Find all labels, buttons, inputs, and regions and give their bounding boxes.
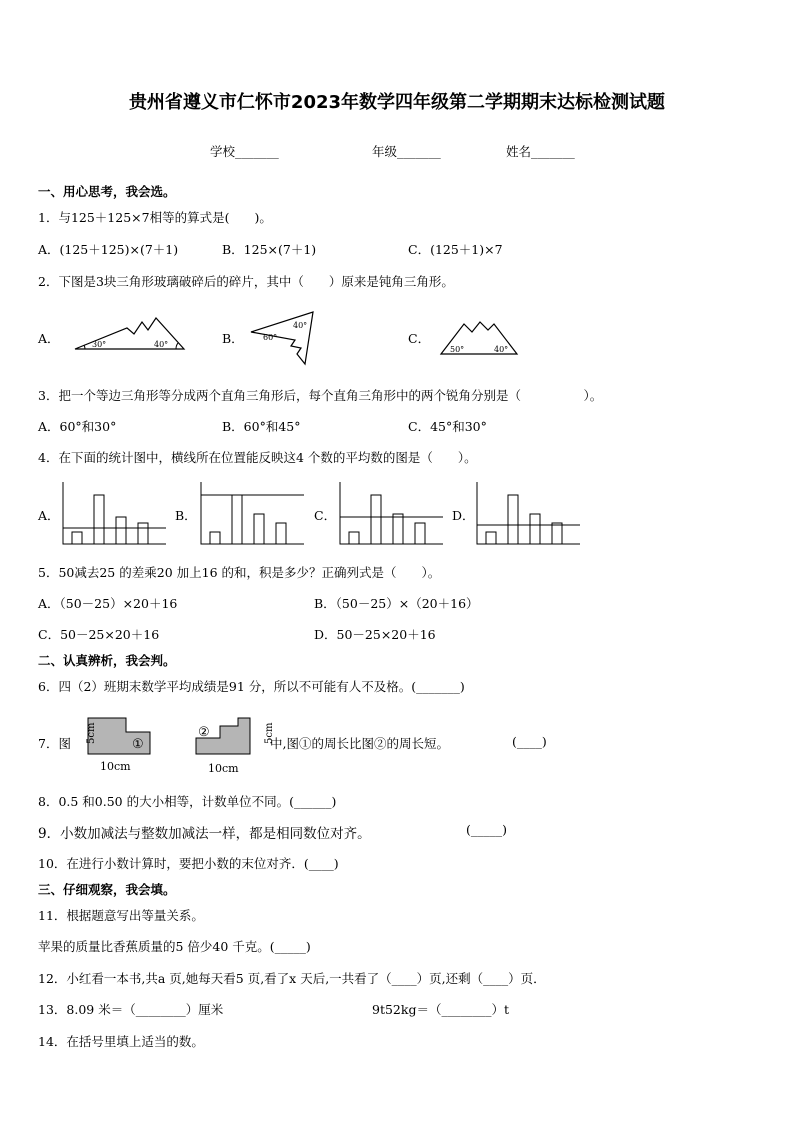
q11-sub: 苹果的质量比香蕉质量的5 倍少40 千克。(_____): [38, 939, 311, 954]
q3-option-a[interactable]: A．60°和30°: [38, 419, 117, 434]
grade-field[interactable]: 年级_______: [372, 144, 441, 159]
school-field[interactable]: 学校_______: [210, 144, 279, 159]
q12-statement: 12．小红看一本书,共a 页,她每天看5 页,看了x 天后,一共看了（____）页,还剩（____）页．: [38, 971, 546, 986]
q1-option-c[interactable]: C．(125＋1)×7: [408, 242, 503, 257]
q4-stem: 4．在下面的统计图中，横线所在位置能反映这4 个数的平均数的图是（ ）。: [38, 450, 477, 465]
q3-option-b[interactable]: B．60°和45°: [222, 419, 301, 434]
q2-stem: 2．下图是3块三角形玻璃破碎后的碎片，其中（ ）原来是钝角三角形。: [38, 274, 454, 289]
q7-prefix: 7．图: [38, 736, 71, 751]
q4-option-a[interactable]: A．: [38, 508, 60, 523]
q1-stem: 1．与125＋125×7相等的算式是( )。: [38, 210, 272, 225]
q4-chart-b: [198, 480, 308, 546]
q9-statement: 9．小数加减法与整数加减法一样，都是相同数位对齐。: [38, 826, 371, 842]
q5-option-d[interactable]: D．50－25×20＋16: [314, 627, 436, 642]
q11-stem: 11．根据题意写出等量关系。: [38, 908, 204, 923]
page-title: 贵州省遵义市仁怀市2023年数学四年级第二学期期末达标检测试题: [128, 92, 666, 113]
q4-chart-c: [337, 480, 447, 546]
q3-option-c[interactable]: C．45°和30°: [408, 419, 487, 434]
q2-figure-a: [72, 314, 187, 354]
q1-option-b[interactable]: B．125×(7＋1): [222, 242, 317, 257]
q7-fig1-width: 10cm: [100, 760, 131, 773]
q2-figure-b: [245, 308, 320, 368]
q4-chart-a: [60, 480, 170, 546]
q2-c-angle2: 40°: [494, 345, 509, 354]
q7-fig2-height: 5cm: [264, 722, 275, 744]
section-3-heading: 三、仔细观察，我会填。: [38, 882, 176, 897]
q5-option-b[interactable]: B．（50－25）×（20＋16）: [314, 596, 479, 611]
q2-a-angle2: 40°: [154, 340, 169, 349]
q7-fig2-width: 10cm: [208, 762, 239, 775]
q2-a-angle1: 30°: [92, 340, 107, 349]
q5-stem: 5．50减去25 的差乘20 加上16 的和，积是多少？正确列式是（ ）。: [38, 565, 441, 580]
q2-figure-c: [438, 318, 520, 358]
q2-c-angle1: 50°: [450, 345, 465, 354]
q9-answer-blank[interactable]: (_____): [466, 822, 508, 837]
q2-option-c[interactable]: C．: [408, 331, 431, 346]
q2-option-a[interactable]: A．: [38, 331, 60, 346]
q3-stem: 3．把一个等边三角形等分成两个直角三角形后，每个直角三角形中的两个锐角分别是（ ）。: [38, 388, 603, 403]
q10-statement: 10．在进行小数计算时，要把小数的末位对齐．(____): [38, 856, 339, 871]
q4-option-c[interactable]: C．: [314, 508, 337, 523]
q13-part-b: 9t52kg＝（________）t: [372, 1002, 509, 1017]
section-2-heading: 二、认真辨析，我会判。: [38, 653, 176, 668]
q1-option-a[interactable]: A．(125＋125)×(7＋1): [38, 242, 179, 257]
q7-fig2-number: ②: [198, 725, 210, 740]
q5-option-c[interactable]: C．50－25×20＋16: [38, 627, 160, 642]
q7-figure-1: [74, 714, 179, 774]
q4-option-d[interactable]: D．: [452, 508, 475, 523]
q2-option-b[interactable]: B．: [222, 331, 244, 346]
q2-b-angle1: 60°: [263, 333, 278, 342]
q13-part-a: 13．8.09 米＝（________）厘米: [38, 1002, 224, 1017]
q5-option-a[interactable]: A．（50－25）×20＋16: [38, 596, 178, 611]
q7-figure-2: [192, 714, 275, 776]
q8-statement: 8．0.5 和0.50 的大小相等，计数单位不同。(______): [38, 794, 337, 809]
q7-fig1-height: 5cm: [86, 722, 97, 744]
q4-chart-d: [474, 480, 584, 546]
section-1-heading: 一、用心思考，我会选。: [38, 184, 176, 199]
q7-answer-blank[interactable]: (____): [512, 734, 547, 749]
q2-b-angle2: 40°: [293, 321, 308, 330]
q7-statement: 中,图①的周长比图②的周长短。: [270, 736, 449, 751]
q4-option-b[interactable]: B．: [175, 508, 197, 523]
name-field[interactable]: 姓名_______: [506, 144, 575, 159]
q6-statement: 6．四（2）班期末数学平均成绩是91 分，所以不可能有人不及格。(_______): [38, 679, 465, 694]
q14-stem: 14．在括号里填上适当的数。: [38, 1034, 204, 1049]
q7-fig1-number: ①: [132, 737, 144, 752]
